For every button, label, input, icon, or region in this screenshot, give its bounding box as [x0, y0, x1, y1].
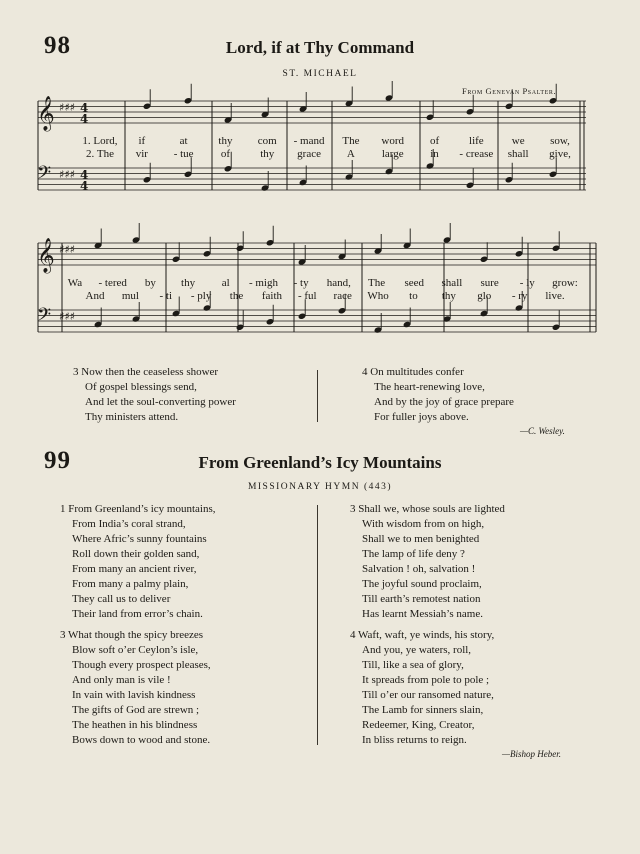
lyric-syllable: - crease — [459, 148, 494, 160]
verse-line: Has learnt Messiah’s name. — [362, 608, 483, 620]
verse-line: Till, like a sea of glory, — [362, 659, 464, 671]
lyric-syllable: live. — [545, 290, 565, 302]
lyric-syllable: vir — [135, 148, 148, 160]
lyric-syllable: A — [346, 148, 355, 160]
lyric-syllable: - tered — [98, 277, 127, 289]
lyric-syllable: - tue — [173, 148, 194, 160]
lyric-syllable: we — [511, 135, 525, 147]
verse-line: From many an ancient river, — [72, 563, 197, 575]
verse-line: The gifts of God are strewn ; — [72, 704, 200, 716]
verse-line: Roll down their golden sand, — [72, 548, 200, 560]
time-signature: 4 — [80, 112, 89, 126]
verse-line: Thy ministers attend. — [85, 411, 179, 423]
verse-line: Till o’er our ransomed nature, — [362, 689, 494, 701]
treble-clef-icon: 𝄞 — [37, 96, 55, 131]
lyrics-line — [0, 290, 640, 304]
lyric-syllable: give, — [549, 148, 571, 160]
lyric-syllable: seed — [404, 277, 424, 289]
verse-line: 4 On multitudes confer — [362, 366, 464, 378]
lyric-syllable: - ty — [293, 277, 309, 289]
time-signature: 4 — [80, 179, 89, 193]
lyric-syllable: - ply — [190, 290, 212, 302]
verse-line: And by the joy of grace prepare — [374, 396, 514, 408]
verse-line: Though every prospect pleases, — [72, 659, 211, 671]
time-signature: 4 — [80, 168, 89, 182]
tune-source: From Genevan Psalter. — [462, 86, 557, 96]
verse-line: And let the soul-converting power — [85, 396, 236, 408]
lyric-syllable: of — [220, 148, 231, 160]
lyric-syllable: glo — [477, 290, 492, 302]
lyric-syllable: - ti — [159, 290, 173, 302]
verse-line: Shall we to men benighted — [362, 533, 480, 545]
lyrics-line — [0, 148, 640, 162]
lyric-syllable: sure — [480, 277, 499, 289]
verse-line: Their land from error’s chain. — [72, 608, 203, 620]
lyric-syllable: Wa — [67, 277, 83, 289]
lyric-syllable: al — [221, 277, 230, 289]
verse-block — [60, 502, 216, 622]
tune-name: ST. MICHAEL — [282, 69, 358, 79]
lyric-syllable: word — [381, 135, 405, 147]
lyric-syllable: by — [144, 277, 156, 289]
verse-line: 3 Shall we, whose souls are lighted — [350, 503, 505, 515]
lyric-syllable: in — [430, 148, 439, 160]
verse-line: Of gospel blessings send, — [85, 381, 197, 393]
key-signature: ♯♯♯ — [59, 168, 75, 181]
verse-block — [60, 628, 211, 748]
author-attribution: —Bishop Heber. — [502, 749, 561, 759]
lyric-syllable: if — [138, 135, 146, 147]
verse-line: For fuller joys above. — [374, 411, 469, 423]
lyric-syllable: - ry — [511, 290, 528, 302]
verse-line: Blow soft o’er Ceylon’s isle, — [72, 644, 199, 656]
hymn-title: From Greenland’s Icy Mountains — [198, 453, 442, 472]
lyric-syllable: And — [85, 290, 105, 302]
verse-line: In bliss returns to reign. — [362, 734, 467, 746]
verse-line: 3 What though the spicy breezes — [60, 629, 204, 641]
verse-line: They call us to deliver — [72, 593, 171, 605]
verse-line: 4 Waft, waft, ye winds, his story, — [350, 629, 495, 641]
verse-block — [362, 365, 514, 425]
verse-line: From many a palmy plain, — [72, 578, 189, 590]
hymn-title: Lord, if at Thy Command — [225, 38, 415, 57]
lyric-syllable: The — [367, 277, 386, 289]
lyric-syllable: Who — [367, 290, 389, 302]
lyric-syllable: to — [409, 290, 418, 302]
treble-clef-icon: 𝄞 — [37, 238, 55, 273]
lyric-syllable: - ly — [519, 277, 535, 289]
verse-block — [350, 628, 494, 748]
verse-line: In vain with lavish kindness — [72, 689, 196, 701]
hymn-number: 98 — [44, 32, 71, 59]
verse-line: It spreads from pole to pole ; — [362, 674, 490, 686]
lyric-syllable: - ful — [297, 290, 317, 302]
column-divider — [317, 505, 318, 745]
verse-line: Bows down to wood and stone. — [72, 734, 211, 746]
verse-line: 3 Now then the ceaseless shower — [73, 366, 219, 378]
lyric-syllable: shall — [507, 148, 529, 160]
lyric-syllable: thy — [441, 290, 456, 302]
lyric-syllable: faith — [261, 290, 283, 302]
verse-block — [350, 502, 505, 622]
lyric-syllable: hand, — [326, 277, 351, 289]
lyric-syllable: 1. Lord, — [82, 135, 118, 147]
verse-line: From India’s coral strand, — [72, 518, 186, 530]
bass-clef-icon: 𝄢 — [37, 305, 52, 330]
verse-line: The Lamb for sinners slain, — [362, 704, 484, 716]
key-signature: ♯♯♯ — [59, 243, 75, 256]
verse-line: The lamp of life deny ? — [362, 548, 465, 560]
verse-line: Where Afric’s sunny fountains — [72, 533, 207, 545]
time-signature: 4 — [80, 101, 89, 115]
lyrics-line — [0, 135, 640, 149]
lyric-syllable: - mand — [293, 135, 325, 147]
lyric-syllable: grow: — [552, 277, 578, 289]
verse-line: The heathen in his blindness — [72, 719, 198, 731]
verse-line: The joyful sound proclaim, — [362, 578, 482, 590]
hymn-number: 99 — [44, 447, 71, 474]
lyric-syllable: sow, — [550, 135, 570, 147]
lyric-syllable: com — [257, 135, 277, 147]
lyric-syllable: race — [333, 290, 352, 302]
key-signature: ♯♯♯ — [59, 101, 75, 114]
author-attribution: —C. Wesley. — [520, 426, 565, 436]
lyric-syllable: large — [381, 148, 404, 160]
key-signature: ♯♯♯ — [59, 310, 75, 323]
verse-line: The heart-renewing love, — [374, 381, 485, 393]
lyric-syllable: 2. The — [86, 148, 114, 160]
lyric-syllable: thy — [218, 135, 233, 147]
column-divider — [317, 370, 318, 422]
verse-line: Till earth’s remotest nation — [362, 593, 481, 605]
verse-block — [73, 365, 236, 425]
verse-line: And only man is vile ! — [72, 674, 171, 686]
tune-name: MISSIONARY HYMN (443) — [247, 482, 393, 492]
lyric-syllable: thy — [260, 148, 275, 160]
lyric-syllable: of — [429, 135, 440, 147]
lyric-syllable: mul — [121, 290, 139, 302]
bass-clef-icon: 𝄢 — [37, 163, 52, 188]
verse-line: And you, ye waters, roll, — [362, 644, 472, 656]
lyric-syllable: The — [342, 135, 360, 147]
verse-line: 1 From Greenland’s icy mountains, — [60, 503, 216, 515]
lyric-syllable: thy — [181, 277, 196, 289]
music-notation — [0, 0, 640, 360]
lyric-syllable: shall — [441, 277, 463, 289]
lyric-syllable: grace — [297, 148, 321, 160]
verse-line: With wisdom from on high, — [362, 518, 485, 530]
lyric-syllable: life — [469, 135, 484, 147]
lyrics-line — [0, 277, 640, 291]
verse-line: Redeemer, King, Creator, — [362, 719, 475, 731]
verse-line: Salvation ! oh, salvation ! — [362, 563, 476, 575]
lyric-syllable: the — [229, 290, 244, 302]
lyric-syllable: - migh — [248, 277, 278, 289]
lyric-syllable: at — [179, 135, 188, 147]
